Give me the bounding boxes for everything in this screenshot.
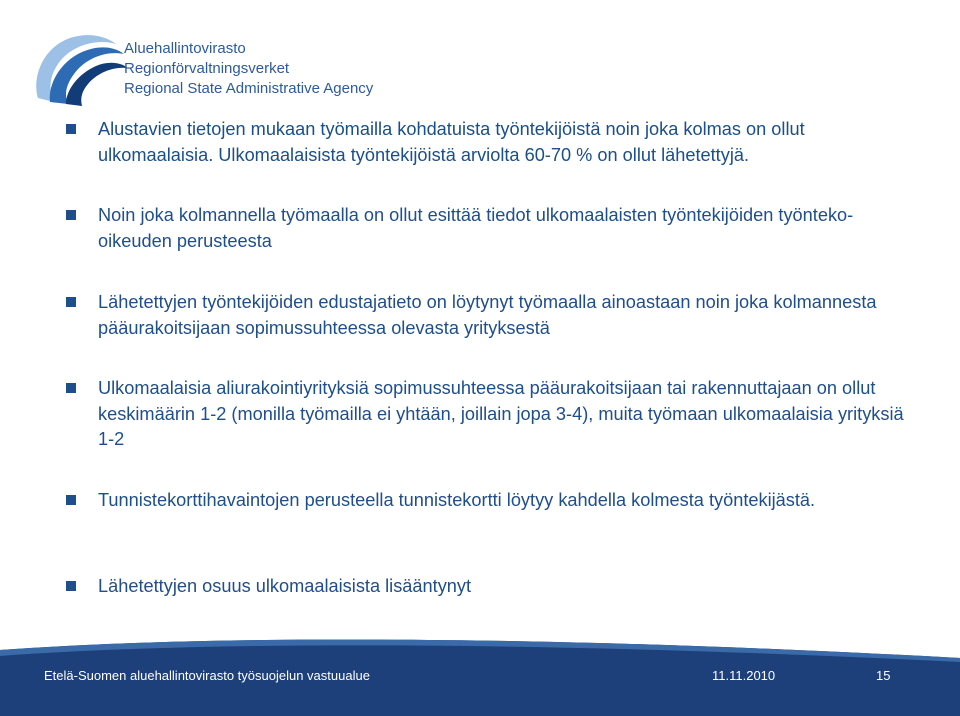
square-bullet-icon	[66, 495, 76, 505]
square-bullet-icon	[66, 383, 76, 393]
bullet-text: Lähetettyjen työntekijöiden edustajatieto on löytynyt työmaalla ainoastaan noin joka kolmannesta pääurakoitsijaan sopimussuhteessa olevasta yrityksestä	[98, 292, 877, 338]
bullet-text: Noin joka kolmannella työmaalla on ollut esittää tiedot ulkomaalaisten työntekijöiden työnteko-oikeuden perusteesta	[98, 205, 854, 251]
agency-name-sv: Regionförvaltningsverket	[124, 60, 290, 77]
bullet-text: Ulkomaalaisia aliurakointiyrityksiä sopimussuhteessa pääurakoitsijaan tai rakennuttajaan on ollut keskimäärin 1-2 (monilla työmailla ei yhtään, joillain jopa 3-4), muita työmaan ulkomaalaisia yrityksiä 1-2	[98, 378, 904, 449]
page-number: 15	[876, 668, 891, 683]
bullet-text: Tunnistekorttihavaintojen perusteella tunnistekortti löytyy kahdella kolmesta työntekijästä.	[98, 490, 816, 510]
agency-name	[124, 39, 373, 99]
footer-date: 11.11.2010	[712, 668, 776, 683]
agency-name-fi: Aluehallintovirasto	[124, 40, 246, 57]
footer-organization: Etelä-Suomen aluehallintovirasto työsuojelun vastuualue	[44, 668, 370, 683]
swoosh-logo-icon	[30, 28, 130, 106]
square-bullet-icon	[66, 581, 76, 591]
agency-name-en: Regional State Administrative Agency	[124, 80, 374, 97]
square-bullet-icon	[66, 210, 76, 220]
bullet-text: Alustavien tietojen mukaan työmailla kohdatuista työntekijöistä noin joka kolmas on ollut ulkomaalaisia. Ulkomaalaisista työntekijöistä arviolta 60-70 % on ollut lähetettyjä.	[98, 119, 805, 165]
bullet-text: Lähetettyjen osuus ulkomaalaisista lisääntynyt	[98, 576, 472, 596]
footer-bar	[0, 636, 960, 716]
square-bullet-icon	[66, 124, 76, 134]
square-bullet-icon	[66, 297, 76, 307]
